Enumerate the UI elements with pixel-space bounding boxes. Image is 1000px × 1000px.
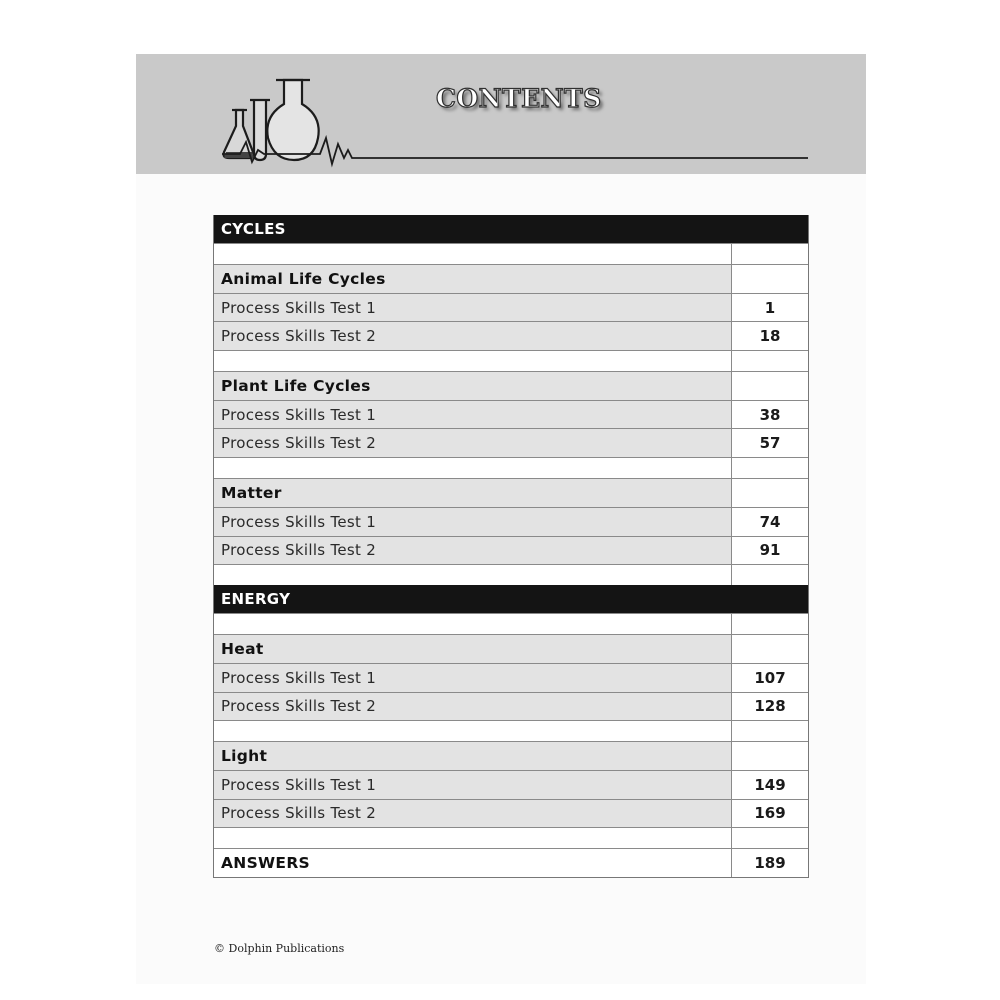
toc-entry-page: 128 xyxy=(732,693,808,721)
toc-entry[interactable] xyxy=(214,428,808,457)
toc-entry-page: 74 xyxy=(732,508,808,536)
book-page xyxy=(136,54,866,984)
toc-entry-label: Process Skills Test 1 xyxy=(214,664,732,692)
toc-entry-label: Process Skills Test 2 xyxy=(214,322,732,350)
answers-page: 189 xyxy=(732,849,808,877)
spacer-row xyxy=(214,720,808,741)
toc-entry-page: 57 xyxy=(732,429,808,457)
toc-entry[interactable] xyxy=(214,663,808,692)
page-title: CONTENTS xyxy=(436,84,602,113)
group-heading-matter xyxy=(214,478,808,507)
toc-entry-label: Process Skills Test 1 xyxy=(214,401,732,429)
toc-entry-page: 149 xyxy=(732,771,808,799)
toc-entry[interactable] xyxy=(214,321,808,350)
toc-entry-label: Process Skills Test 1 xyxy=(214,294,732,322)
section-header-energy xyxy=(214,585,808,613)
toc-entry[interactable] xyxy=(214,692,808,721)
toc-entry-page: 18 xyxy=(732,322,808,350)
spacer-row xyxy=(214,613,808,634)
toc-entry[interactable] xyxy=(214,293,808,322)
toc-entry[interactable] xyxy=(214,770,808,799)
copyright-notice: © Dolphin Publications xyxy=(214,942,345,955)
group-heading-label: Light xyxy=(214,742,732,770)
toc-entry-page: 1 xyxy=(732,294,808,322)
toc-entry[interactable] xyxy=(214,507,808,536)
group-heading-light xyxy=(214,741,808,770)
toc-entry-label: Process Skills Test 2 xyxy=(214,537,732,565)
spacer-row xyxy=(214,457,808,478)
toc-entry-label: Process Skills Test 1 xyxy=(214,508,732,536)
section-title: CYCLES xyxy=(214,215,808,243)
toc-entry-page: 107 xyxy=(732,664,808,692)
toc-entry-answers[interactable] xyxy=(214,848,808,877)
toc-entry-page: 91 xyxy=(732,537,808,565)
group-heading-label: Matter xyxy=(214,479,732,507)
toc-entry-page: 38 xyxy=(732,401,808,429)
spacer-row xyxy=(214,564,808,585)
toc-entry-page: 169 xyxy=(732,800,808,828)
toc-entry-label: Process Skills Test 1 xyxy=(214,771,732,799)
spacer-row xyxy=(214,827,808,848)
group-heading-heat xyxy=(214,634,808,663)
group-heading-label: Heat xyxy=(214,635,732,663)
group-heading-label: Plant Life Cycles xyxy=(214,372,732,400)
laboratory-glassware-icon xyxy=(136,54,866,174)
section-header-cycles xyxy=(214,215,808,243)
toc-entry[interactable] xyxy=(214,536,808,565)
toc-entry[interactable] xyxy=(214,400,808,429)
group-heading-label: Animal Life Cycles xyxy=(214,265,732,293)
group-heading-animal-life-cycles xyxy=(214,264,808,293)
toc-entry-label: Process Skills Test 2 xyxy=(214,429,732,457)
group-heading-plant-life-cycles xyxy=(214,371,808,400)
toc-entry[interactable] xyxy=(214,799,808,828)
toc-entry-label: Process Skills Test 2 xyxy=(214,693,732,721)
answers-label: ANSWERS xyxy=(214,849,732,877)
contents-table xyxy=(213,215,809,878)
toc-entry-label: Process Skills Test 2 xyxy=(214,800,732,828)
spacer-row xyxy=(214,243,808,264)
contents-banner xyxy=(136,54,866,174)
section-title: ENERGY xyxy=(214,585,808,613)
spacer-row xyxy=(214,350,808,371)
